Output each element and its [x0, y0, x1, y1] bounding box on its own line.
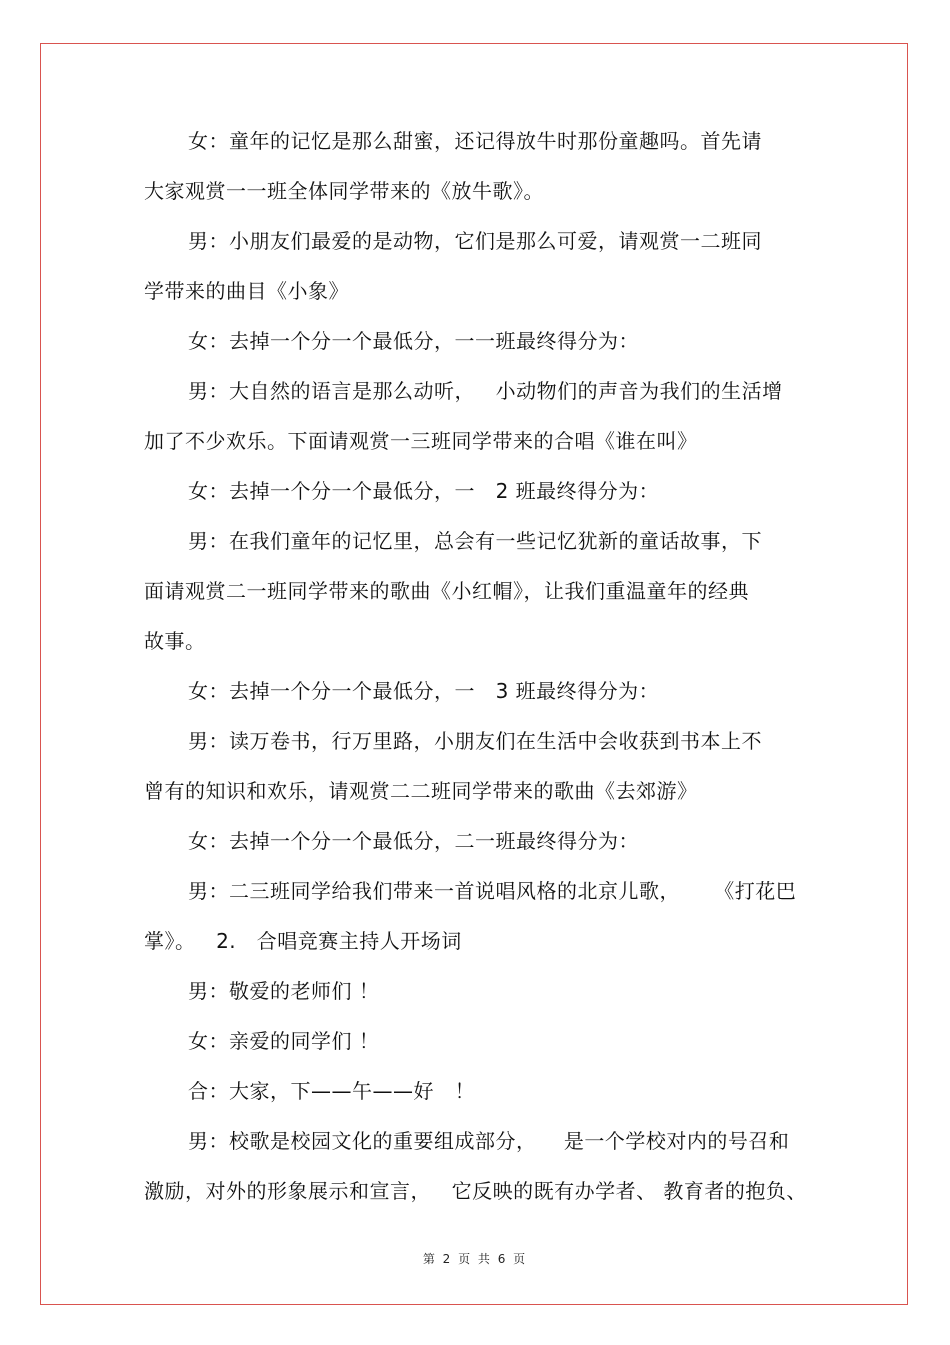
paragraph-line: 男：大自然的语言是那么动听， 小动物们的声音为我们的生活增 [188, 379, 783, 403]
paragraph-line: 故事。 [144, 629, 206, 653]
paragraph-line: 女：去掉一个分一个最低分，一一班最终得分为： [188, 329, 639, 353]
paragraph-line: 激励，对外的形象展示和宣言， 它反映的既有办学者、 教育者的抱负、 [144, 1179, 807, 1203]
paragraph-line: 学带来的曲目《小象》 [144, 279, 349, 303]
paragraph-line: 女：亲爱的同学们 ！ [188, 1029, 380, 1053]
paragraph-line: 女：去掉一个分一个最低分，一 3 班最终得分为： [188, 679, 660, 703]
paragraph-line: 女：童年的记忆是那么甜蜜，还记得放牛时那份童趣吗。首先请 [188, 129, 762, 153]
paragraph-line: 面请观赏二一班同学带来的歌曲《小红帽》，让我们重温童年的经典 [144, 579, 749, 603]
paragraph-line: 男：小朋友们最爱的是动物，它们是那么可爱，请观赏一二班同 [188, 229, 762, 253]
paragraph-line: 男：读万卷书，行万里路，小朋友们在生活中会收获到书本上不 [188, 729, 762, 753]
paragraph-line: 合：大家，下——午——好 ！ [188, 1079, 476, 1103]
paragraph-line: 男：二三班同学给我们带来一首说唱风格的北京儿歌， 《打花巴 [188, 879, 797, 903]
page-number-footer: 第 2 页 共 6 页 [422, 1252, 528, 1266]
paragraph-line: 男：校歌是校园文化的重要组成部分， 是一个学校对内的号召和 [188, 1129, 790, 1153]
paragraph-line: 女：去掉一个分一个最低分，一 2 班最终得分为： [188, 479, 660, 503]
paragraph-line: 男：敬爱的老师们 ！ [188, 979, 380, 1003]
paragraph-line: 加了不少欢乐。下面请观赏一三班同学带来的合唱《谁在叫》 [144, 429, 698, 453]
paragraph-line: 男：在我们童年的记忆里，总会有一些记忆犹新的童话故事，下 [188, 529, 762, 553]
paragraph-line: 掌》。 2. 合唱竞赛主持人开场词 [144, 929, 462, 953]
paragraph-line: 大家观赏一一班全体同学带来的《放牛歌》。 [144, 179, 544, 203]
paragraph-line: 女：去掉一个分一个最低分，二一班最终得分为： [188, 829, 639, 853]
paragraph-line: 曾有的知识和欢乐，请观赏二二班同学带来的歌曲《去郊游》 [144, 779, 698, 803]
